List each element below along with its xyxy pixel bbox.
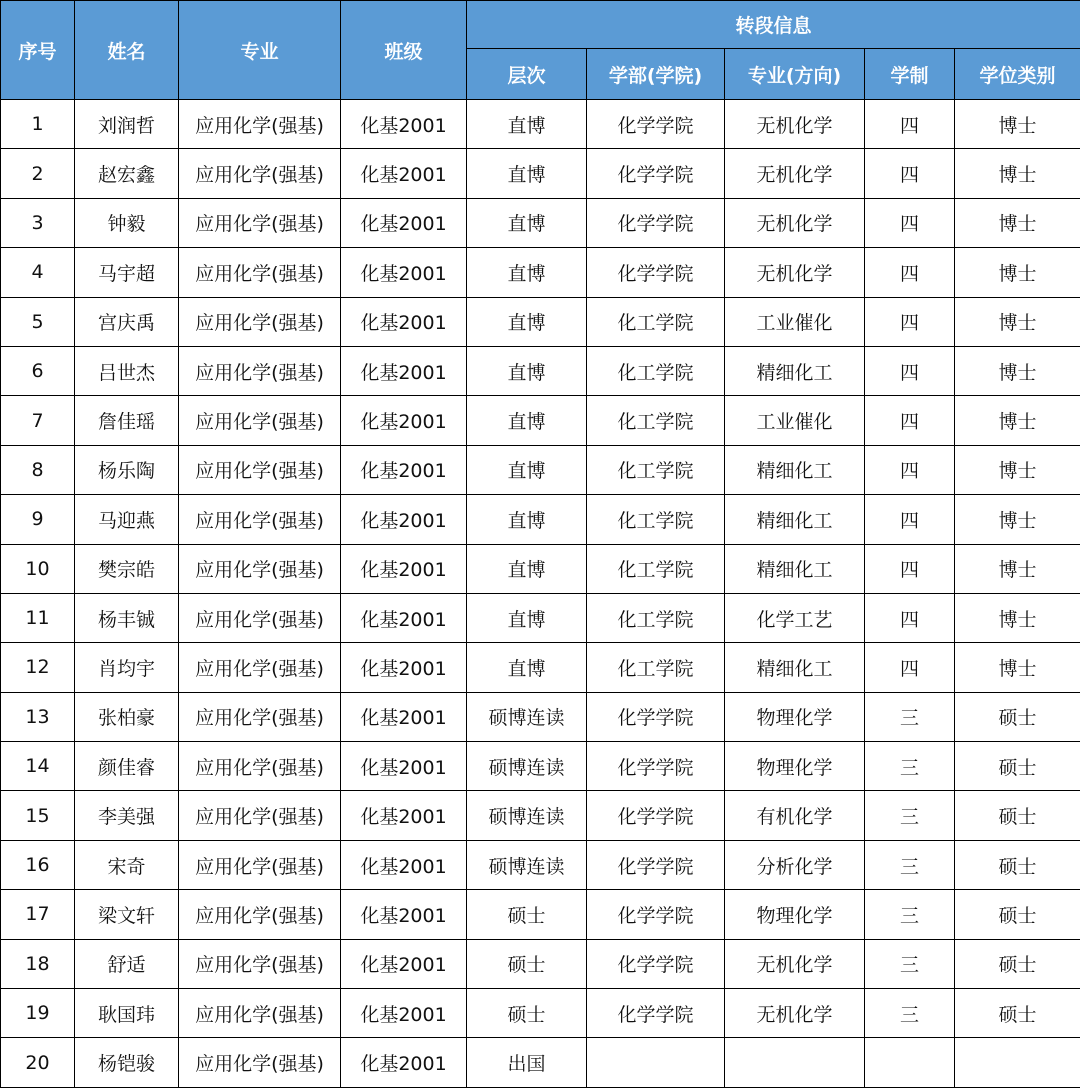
cell-specialty: 无机化学 xyxy=(725,100,865,149)
cell-index: 7 xyxy=(1,396,75,445)
cell-specialty: 化学工艺 xyxy=(725,593,865,642)
cell-degree xyxy=(955,1038,1080,1087)
cell-name: 钟毅 xyxy=(75,198,179,247)
cell-major: 应用化学(强基) xyxy=(179,692,341,741)
cell-name: 颜佳睿 xyxy=(75,742,179,791)
cell-duration: 三 xyxy=(865,742,955,791)
cell-degree: 博士 xyxy=(955,593,1080,642)
cell-college: 化工学院 xyxy=(587,495,725,544)
cell-level: 直博 xyxy=(467,445,587,494)
cell-specialty: 工业催化 xyxy=(725,297,865,346)
cell-level: 直博 xyxy=(467,544,587,593)
cell-name: 耿国玮 xyxy=(75,989,179,1038)
cell-degree: 博士 xyxy=(955,297,1080,346)
cell-class: 化基2001 xyxy=(341,593,467,642)
cell-college: 化学学院 xyxy=(587,840,725,889)
cell-class: 化基2001 xyxy=(341,939,467,988)
cell-duration: 三 xyxy=(865,840,955,889)
cell-specialty: 精细化工 xyxy=(725,643,865,692)
cell-name: 舒适 xyxy=(75,939,179,988)
cell-major: 应用化学(强基) xyxy=(179,939,341,988)
cell-specialty: 精细化工 xyxy=(725,445,865,494)
cell-degree: 博士 xyxy=(955,149,1080,198)
cell-name: 杨铠骏 xyxy=(75,1038,179,1087)
cell-college: 化学学院 xyxy=(587,989,725,1038)
cell-college: 化学学院 xyxy=(587,791,725,840)
cell-index: 11 xyxy=(1,593,75,642)
cell-specialty: 物理化学 xyxy=(725,742,865,791)
cell-major: 应用化学(强基) xyxy=(179,495,341,544)
cell-major: 应用化学(强基) xyxy=(179,791,341,840)
cell-name: 宋奇 xyxy=(75,840,179,889)
table-row xyxy=(1,248,1080,297)
cell-specialty: 有机化学 xyxy=(725,791,865,840)
header-specialty: 专业(方向) xyxy=(725,49,865,100)
cell-index: 5 xyxy=(1,297,75,346)
cell-college xyxy=(587,1038,725,1087)
cell-major: 应用化学(强基) xyxy=(179,198,341,247)
cell-major: 应用化学(强基) xyxy=(179,149,341,198)
cell-degree: 博士 xyxy=(955,100,1080,149)
header-class: 班级 xyxy=(341,1,467,100)
cell-major: 应用化学(强基) xyxy=(179,1038,341,1087)
cell-name: 李美强 xyxy=(75,791,179,840)
cell-duration: 三 xyxy=(865,939,955,988)
cell-degree: 硕士 xyxy=(955,742,1080,791)
cell-degree: 博士 xyxy=(955,643,1080,692)
cell-college: 化学学院 xyxy=(587,248,725,297)
table-row xyxy=(1,100,1080,149)
cell-duration: 四 xyxy=(865,445,955,494)
cell-level: 直博 xyxy=(467,346,587,395)
cell-college: 化学学院 xyxy=(587,692,725,741)
cell-specialty: 分析化学 xyxy=(725,840,865,889)
cell-level: 硕博连读 xyxy=(467,692,587,741)
header-major: 专业 xyxy=(179,1,341,100)
table-header xyxy=(1,1,1080,100)
cell-duration: 三 xyxy=(865,692,955,741)
header-name: 姓名 xyxy=(75,1,179,100)
header-college: 学部(学院) xyxy=(587,49,725,100)
cell-index: 14 xyxy=(1,742,75,791)
cell-duration xyxy=(865,1038,955,1087)
cell-name: 樊宗皓 xyxy=(75,544,179,593)
cell-name: 杨丰铖 xyxy=(75,593,179,642)
table-row xyxy=(1,989,1080,1038)
cell-name: 吕世杰 xyxy=(75,346,179,395)
cell-class: 化基2001 xyxy=(341,346,467,395)
cell-class: 化基2001 xyxy=(341,692,467,741)
cell-college: 化工学院 xyxy=(587,445,725,494)
cell-level: 硕士 xyxy=(467,989,587,1038)
table-row xyxy=(1,198,1080,247)
cell-duration: 三 xyxy=(865,989,955,1038)
cell-degree: 博士 xyxy=(955,346,1080,395)
cell-specialty: 无机化学 xyxy=(725,149,865,198)
cell-specialty: 物理化学 xyxy=(725,890,865,939)
cell-level: 直博 xyxy=(467,248,587,297)
cell-class: 化基2001 xyxy=(341,396,467,445)
cell-duration: 四 xyxy=(865,544,955,593)
header-transfer-group: 转段信息 xyxy=(467,1,1080,49)
cell-degree: 博士 xyxy=(955,544,1080,593)
cell-major: 应用化学(强基) xyxy=(179,248,341,297)
table-row xyxy=(1,692,1080,741)
cell-class: 化基2001 xyxy=(341,248,467,297)
cell-level: 硕士 xyxy=(467,939,587,988)
table-row xyxy=(1,593,1080,642)
cell-name: 詹佳瑶 xyxy=(75,396,179,445)
table-row xyxy=(1,742,1080,791)
cell-index: 9 xyxy=(1,495,75,544)
table-row xyxy=(1,396,1080,445)
cell-index: 10 xyxy=(1,544,75,593)
cell-index: 12 xyxy=(1,643,75,692)
cell-duration: 四 xyxy=(865,297,955,346)
cell-level: 硕士 xyxy=(467,890,587,939)
cell-degree: 博士 xyxy=(955,198,1080,247)
cell-index: 20 xyxy=(1,1038,75,1087)
cell-duration: 四 xyxy=(865,495,955,544)
cell-class: 化基2001 xyxy=(341,297,467,346)
cell-level: 硕博连读 xyxy=(467,840,587,889)
table-row xyxy=(1,1038,1080,1087)
cell-college: 化学学院 xyxy=(587,742,725,791)
cell-college: 化工学院 xyxy=(587,593,725,642)
cell-degree: 硕士 xyxy=(955,840,1080,889)
table-row xyxy=(1,643,1080,692)
cell-duration: 四 xyxy=(865,346,955,395)
cell-college: 化工学院 xyxy=(587,396,725,445)
cell-duration: 四 xyxy=(865,248,955,297)
cell-level: 直博 xyxy=(467,593,587,642)
cell-index: 2 xyxy=(1,149,75,198)
cell-college: 化工学院 xyxy=(587,297,725,346)
cell-college: 化学学院 xyxy=(587,149,725,198)
cell-specialty: 无机化学 xyxy=(725,248,865,297)
cell-name: 梁文轩 xyxy=(75,890,179,939)
cell-index: 6 xyxy=(1,346,75,395)
table-row xyxy=(1,939,1080,988)
table-row xyxy=(1,791,1080,840)
cell-major: 应用化学(强基) xyxy=(179,989,341,1038)
cell-specialty xyxy=(725,1038,865,1087)
cell-name: 赵宏鑫 xyxy=(75,149,179,198)
header-row-top xyxy=(1,1,1080,49)
cell-level: 直博 xyxy=(467,495,587,544)
table-row xyxy=(1,346,1080,395)
cell-level: 出国 xyxy=(467,1038,587,1087)
cell-major: 应用化学(强基) xyxy=(179,643,341,692)
cell-level: 直博 xyxy=(467,149,587,198)
cell-class: 化基2001 xyxy=(341,791,467,840)
table-row xyxy=(1,495,1080,544)
cell-class: 化基2001 xyxy=(341,742,467,791)
cell-name: 张柏豪 xyxy=(75,692,179,741)
cell-major: 应用化学(强基) xyxy=(179,840,341,889)
cell-index: 3 xyxy=(1,198,75,247)
cell-major: 应用化学(强基) xyxy=(179,396,341,445)
cell-degree: 博士 xyxy=(955,396,1080,445)
cell-index: 19 xyxy=(1,989,75,1038)
cell-index: 16 xyxy=(1,840,75,889)
cell-specialty: 无机化学 xyxy=(725,198,865,247)
cell-major: 应用化学(强基) xyxy=(179,346,341,395)
cell-specialty: 精细化工 xyxy=(725,346,865,395)
table-row xyxy=(1,297,1080,346)
header-index: 序号 xyxy=(1,1,75,100)
cell-index: 8 xyxy=(1,445,75,494)
cell-major: 应用化学(强基) xyxy=(179,100,341,149)
cell-class: 化基2001 xyxy=(341,544,467,593)
cell-level: 直博 xyxy=(467,198,587,247)
cell-specialty: 精细化工 xyxy=(725,495,865,544)
table-row xyxy=(1,890,1080,939)
cell-duration: 三 xyxy=(865,791,955,840)
cell-college: 化工学院 xyxy=(587,544,725,593)
table-row xyxy=(1,445,1080,494)
cell-class: 化基2001 xyxy=(341,840,467,889)
cell-duration: 四 xyxy=(865,198,955,247)
table-row xyxy=(1,149,1080,198)
cell-specialty: 无机化学 xyxy=(725,939,865,988)
cell-degree: 博士 xyxy=(955,248,1080,297)
cell-specialty: 物理化学 xyxy=(725,692,865,741)
cell-class: 化基2001 xyxy=(341,643,467,692)
cell-level: 直博 xyxy=(467,643,587,692)
cell-duration: 四 xyxy=(865,593,955,642)
cell-class: 化基2001 xyxy=(341,989,467,1038)
cell-degree: 硕士 xyxy=(955,791,1080,840)
header-duration: 学制 xyxy=(865,49,955,100)
cell-name: 杨乐陶 xyxy=(75,445,179,494)
table-row xyxy=(1,840,1080,889)
cell-degree: 硕士 xyxy=(955,692,1080,741)
cell-duration: 四 xyxy=(865,149,955,198)
cell-class: 化基2001 xyxy=(341,149,467,198)
table-row xyxy=(1,544,1080,593)
cell-duration: 四 xyxy=(865,100,955,149)
cell-class: 化基2001 xyxy=(341,1038,467,1087)
cell-major: 应用化学(强基) xyxy=(179,593,341,642)
cell-degree: 硕士 xyxy=(955,939,1080,988)
cell-duration: 三 xyxy=(865,890,955,939)
cell-degree: 硕士 xyxy=(955,989,1080,1038)
cell-class: 化基2001 xyxy=(341,890,467,939)
cell-level: 直博 xyxy=(467,297,587,346)
table-body xyxy=(1,100,1080,1088)
cell-duration: 四 xyxy=(865,396,955,445)
cell-index: 18 xyxy=(1,939,75,988)
cell-college: 化学学院 xyxy=(587,100,725,149)
cell-name: 刘润哲 xyxy=(75,100,179,149)
cell-name: 肖均宇 xyxy=(75,643,179,692)
cell-college: 化学学院 xyxy=(587,198,725,247)
cell-major: 应用化学(强基) xyxy=(179,544,341,593)
cell-major: 应用化学(强基) xyxy=(179,890,341,939)
cell-specialty: 无机化学 xyxy=(725,989,865,1038)
cell-name: 马宇超 xyxy=(75,248,179,297)
cell-index: 17 xyxy=(1,890,75,939)
cell-level: 硕博连读 xyxy=(467,742,587,791)
cell-degree: 博士 xyxy=(955,495,1080,544)
cell-college: 化工学院 xyxy=(587,643,725,692)
cell-name: 宫庆禹 xyxy=(75,297,179,346)
cell-class: 化基2001 xyxy=(341,445,467,494)
cell-duration: 四 xyxy=(865,643,955,692)
cell-major: 应用化学(强基) xyxy=(179,742,341,791)
cell-index: 1 xyxy=(1,100,75,149)
cell-degree: 博士 xyxy=(955,445,1080,494)
header-degree: 学位类别 xyxy=(955,49,1080,100)
cell-class: 化基2001 xyxy=(341,100,467,149)
cell-major: 应用化学(强基) xyxy=(179,445,341,494)
cell-college: 化工学院 xyxy=(587,346,725,395)
cell-specialty: 工业催化 xyxy=(725,396,865,445)
cell-index: 13 xyxy=(1,692,75,741)
cell-specialty: 精细化工 xyxy=(725,544,865,593)
cell-college: 化学学院 xyxy=(587,890,725,939)
cell-class: 化基2001 xyxy=(341,198,467,247)
cell-major: 应用化学(强基) xyxy=(179,297,341,346)
cell-index: 4 xyxy=(1,248,75,297)
cell-degree: 硕士 xyxy=(955,890,1080,939)
header-level: 层次 xyxy=(467,49,587,100)
cell-index: 15 xyxy=(1,791,75,840)
cell-level: 直博 xyxy=(467,396,587,445)
cell-college: 化学学院 xyxy=(587,939,725,988)
cell-class: 化基2001 xyxy=(341,495,467,544)
cell-name: 马迎燕 xyxy=(75,495,179,544)
cell-level: 硕博连读 xyxy=(467,791,587,840)
cell-level: 直博 xyxy=(467,100,587,149)
